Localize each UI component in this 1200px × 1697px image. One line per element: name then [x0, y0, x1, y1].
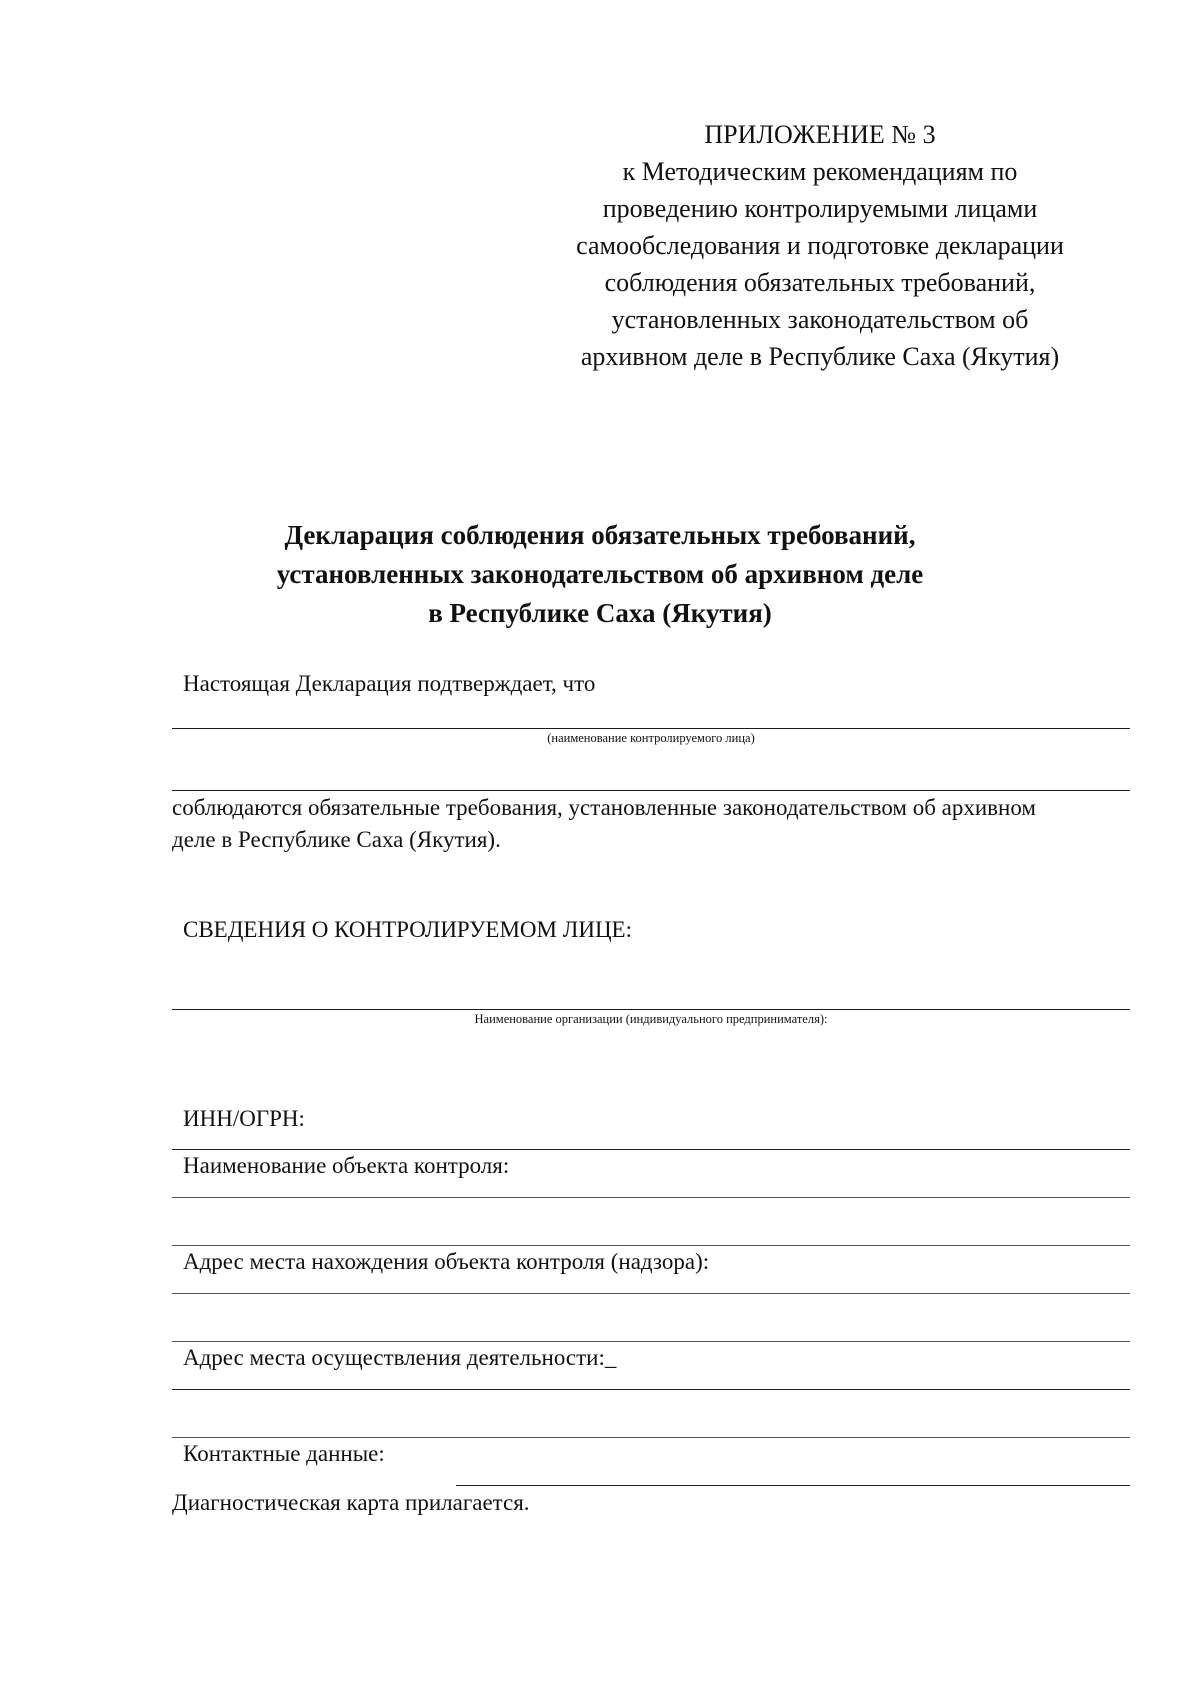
declaration-intro: Настоящая Декларация подтверждает, что: [183, 671, 596, 696]
appendix-line: установленных законодательством об: [611, 305, 1029, 334]
compliance-statement-line-2: деле в Республике Саха (Якутия).: [172, 827, 501, 852]
appendix-line: проведению контролируемыми лицами: [602, 194, 1038, 223]
title-line: установленных законодательством об архивном деле: [276, 559, 924, 589]
document-title: [180, 516, 1020, 633]
inn-ogrn-label: ИНН/ОГРН:: [183, 1106, 305, 1131]
contacts-line[interactable]: [456, 1485, 1130, 1486]
controlled-person-name-line-2[interactable]: [172, 790, 1130, 791]
object-address-line[interactable]: [172, 1293, 1130, 1294]
object-address-label: Адрес места нахождения объекта контроля (надзора):: [183, 1249, 710, 1274]
appendix-line: к Методическим рекомендациям по: [622, 157, 1018, 186]
appendix-header: [560, 116, 1080, 375]
title-line: Декларация соблюдения обязательных требований,: [284, 520, 916, 550]
attachment-note: Диагностическая карта прилагается.: [172, 1490, 530, 1515]
activity-address-label: Адрес места осуществления деятельности:_: [183, 1345, 617, 1370]
appendix-line: самообследования и подготовке декларации: [576, 231, 1064, 260]
title-line: в Республике Саха (Якутия): [428, 598, 772, 628]
controlled-person-name-caption: (наименование контролируемого лица): [547, 731, 755, 745]
appendix-line: архивном деле в Республике Саха (Якутия): [580, 342, 1060, 371]
organization-name-line[interactable]: [172, 1009, 1130, 1010]
activity-address-line[interactable]: [172, 1389, 1130, 1390]
controlled-person-name-line[interactable]: [172, 728, 1130, 729]
organization-name-caption: Наименование организации (индивидуального предпринимателя):: [474, 1012, 828, 1026]
appendix-line: соблюдения обязательных требований,: [604, 268, 1036, 297]
control-object-name-label: Наименование объекта контроля:: [183, 1153, 510, 1178]
info-section-heading: СВЕДЕНИЯ О КОНТРОЛИРУЕМОМ ЛИЦЕ:: [183, 917, 632, 942]
appendix-number: ПРИЛОЖЕНИЕ № 3: [704, 120, 936, 149]
control-object-name-line[interactable]: [172, 1197, 1130, 1198]
contacts-label: Контактные данные:: [183, 1441, 385, 1466]
compliance-statement-line-1: соблюдаются обязательные требования, установленные законодательством об архивном: [172, 795, 1036, 820]
